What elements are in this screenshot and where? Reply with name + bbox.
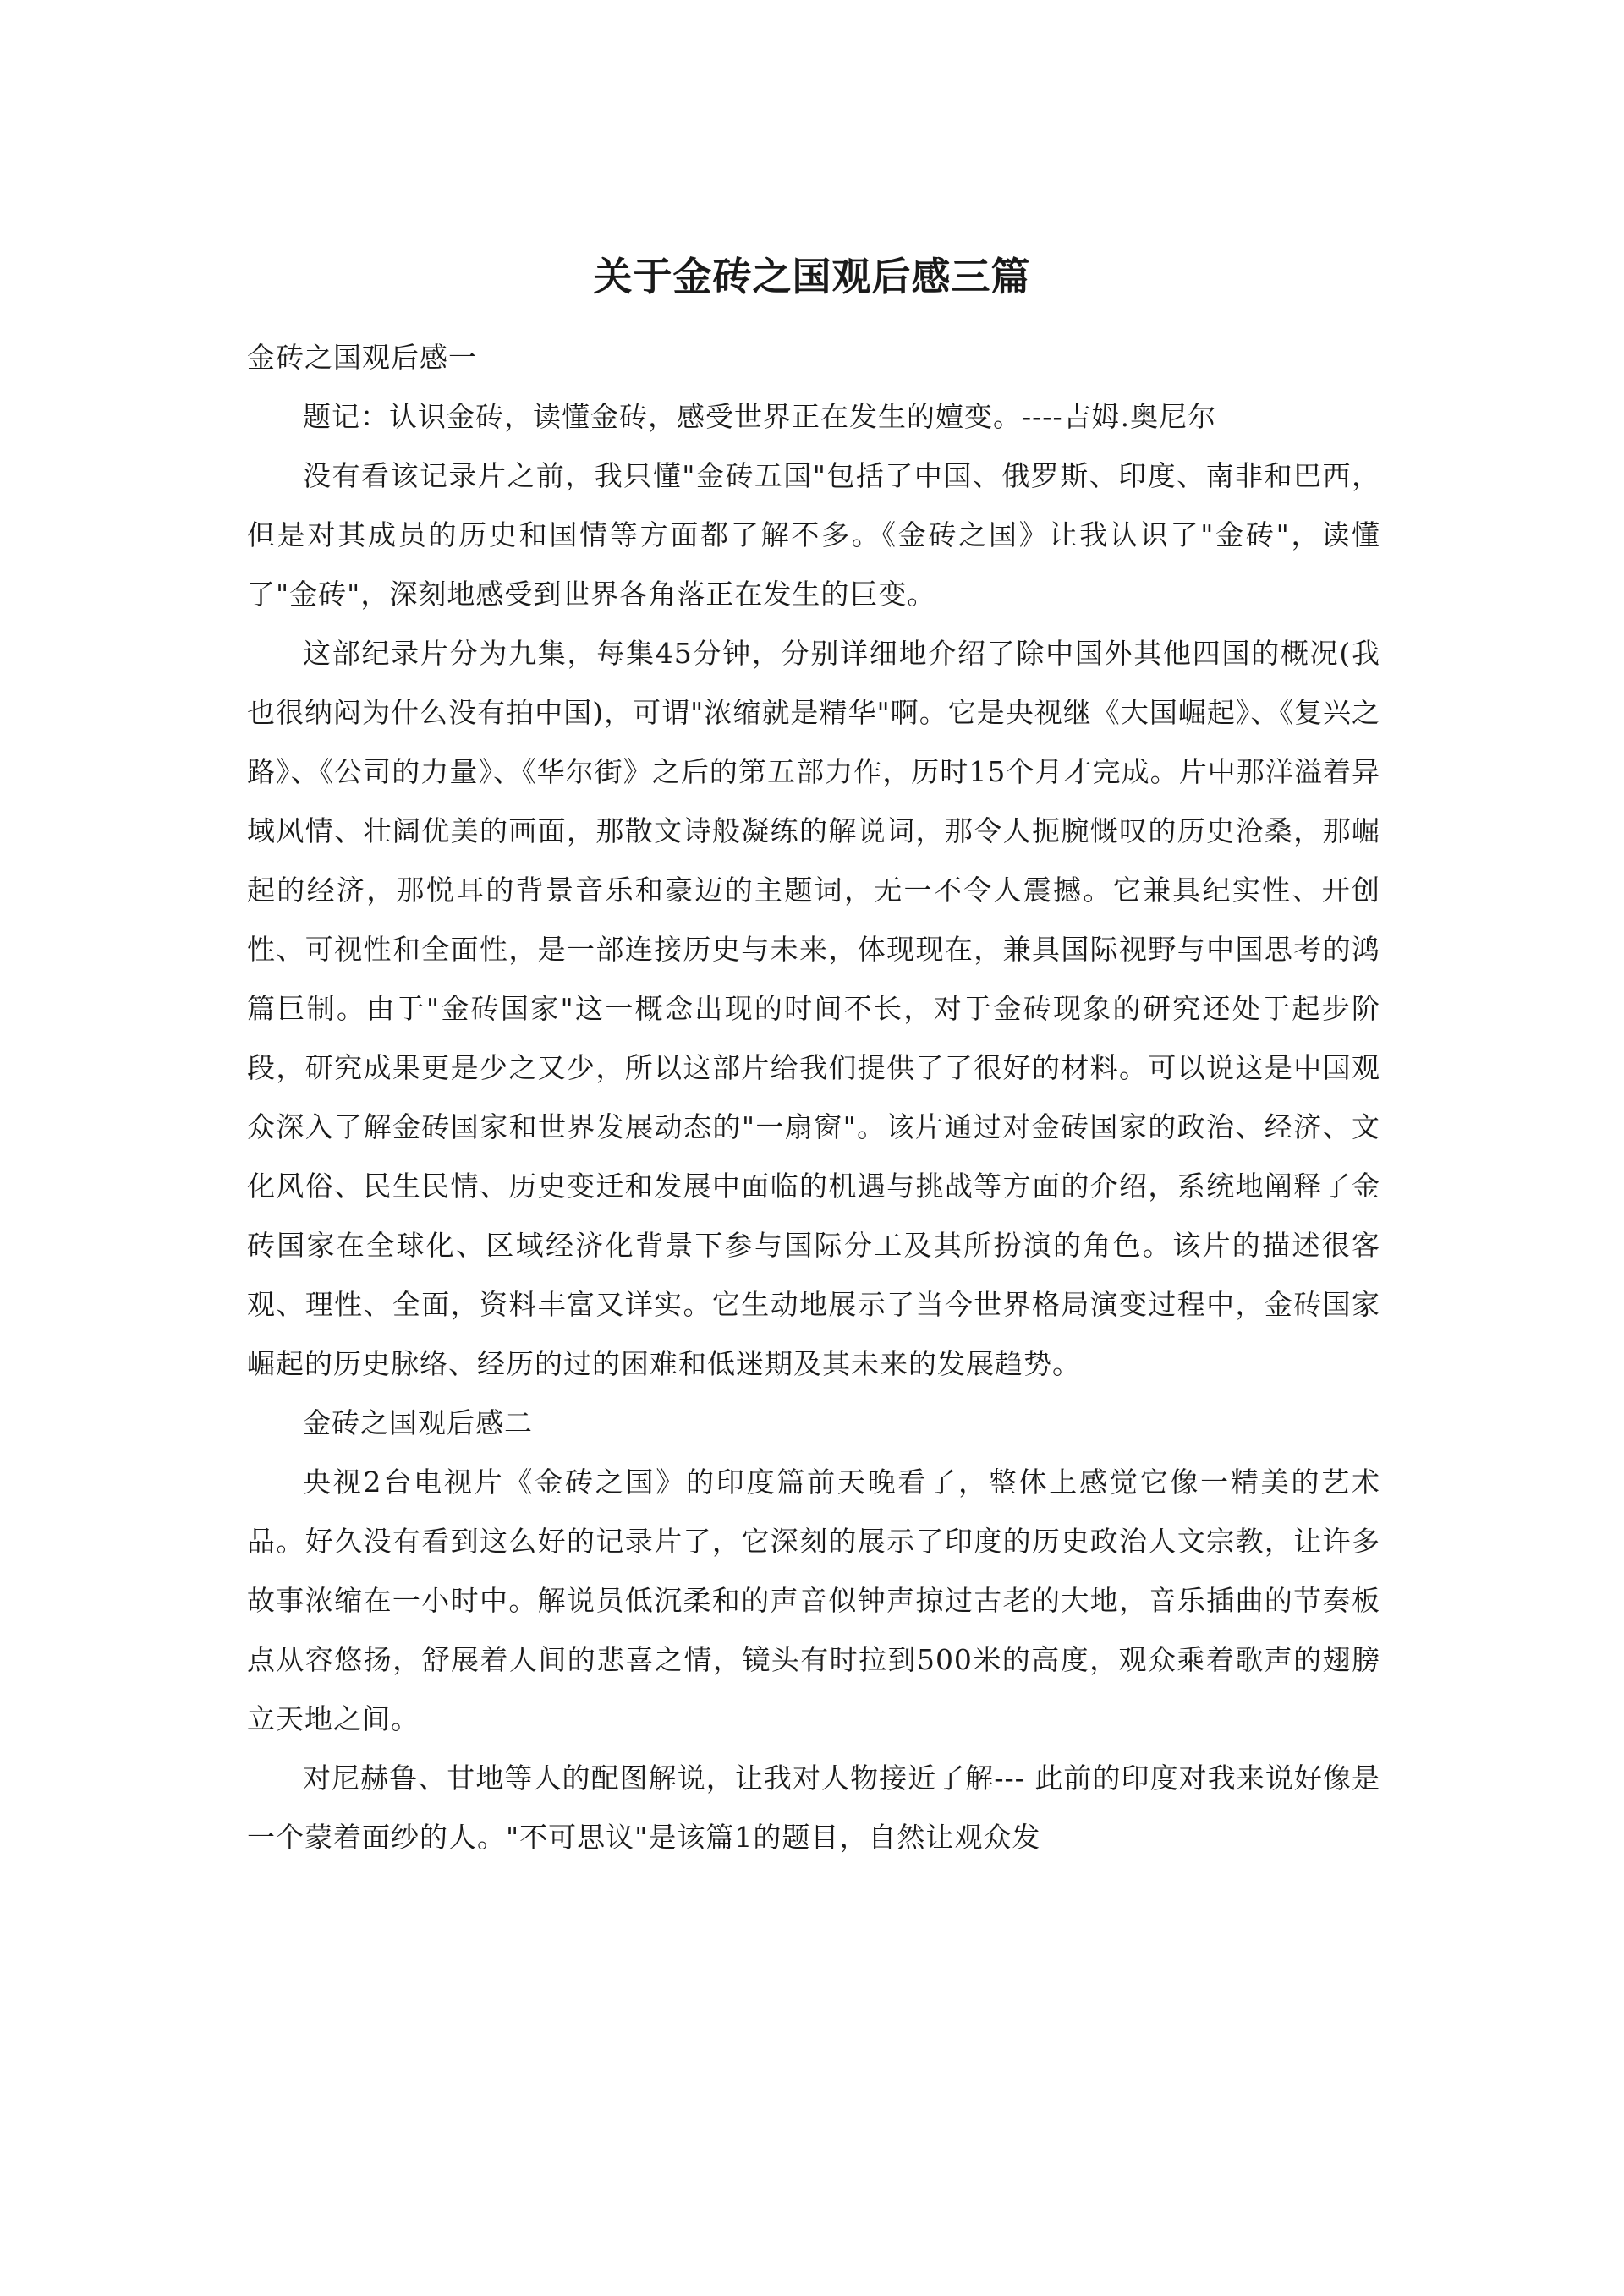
section-heading-1: 金砖之国观后感一 — [247, 341, 477, 374]
paragraph: 没有看该记录片之前，我只懂"金砖五国"包括了中国、俄罗斯、印度、南非和巴西，但是对其成员的历史和国情等方面都了解不多。《金砖之国》让我认识了"金砖"，读懂了"金砖"，深刻地感受到世界各角落正在发生的巨变。 — [247, 459, 1380, 611]
document-title: 关于金砖之国观后感三篇 — [593, 254, 1031, 299]
section-heading-2: 金砖之国观后感二 — [303, 1406, 533, 1439]
paragraph: 对尼赫鲁、甘地等人的配图解说，让我对人物接近了解--- 此前的印度对我来说好像是一个蒙着面纱的人。"不可思议"是该篇1的题目，自然让观众发 — [247, 1762, 1380, 1854]
paragraph: 央视2台电视片《金砖之国》的印度篇前天晚看了，整体上感觉它像一精美的艺术品。好久没有看到这么好的记录片了，它深刻的展示了印度的历史政治人文宗教，让许多故事浓缩在一小时中。解说员低沉柔和的声音似钟声掠过古老的大地，音乐插曲的节奏板点从容悠扬，舒展着人间的悲喜之情，镜头有时拉到500米的高度，观众乘着歌声的翅膀立天地之间。 — [247, 1466, 1380, 1735]
epigraph: 题记：认识金砖，读懂金砖，感受世界正在发生的嬗变。----吉姆.奥尼尔 — [303, 400, 1217, 433]
paragraph: 这部纪录片分为九集，每集45分钟，分别详细地介绍了除中国外其他四国的概况(我也很纳闷为什么没有拍中国)，可谓"浓缩就是精华"啊。它是央视继《大国崛起》、《复兴之路》、《公司的力量》、《华尔街》之后的第五部力作，历时15个月才完成。片中那洋溢着异域风情、壮阔优美的画面，那散文诗般凝练的解说词，那令人扼腕慨叹的历史沧桑，那崛起的经济，那悦耳的背景音乐和豪迈的主题词，无一不令人震撼。它兼具纪实性、开创性、可视性和全面性，是一部连接历史与未来，体现现在，兼具国际视野与中国思考的鸿篇巨制。由于"金砖国家"这一概念出现的时间不长，对于金砖现象的研究还处于起步阶段，研究成果更是少之又少，所以这部片给我们提供了了很好的材料。可以说这是中国观众深入了解金砖国家和世界发展动态的"一扇窗"。该片通过对金砖国家的政治、经济、文化风俗、民生民情、历史变迁和发展中面临的机遇与挑战等方面的介绍，系统地阐释了金砖国家在全球化、区域经济化背景下参与国际分工及其所扮演的角色。该片的描述很客观、理性、全面，资料丰富又详实。它生动地展示了当今世界格局演变过程中，金砖国家崛起的历史脉络、经历的过的困难和低迷期及其未来的发展趋势。 — [247, 637, 1380, 1380]
document-body — [247, 328, 1380, 1867]
